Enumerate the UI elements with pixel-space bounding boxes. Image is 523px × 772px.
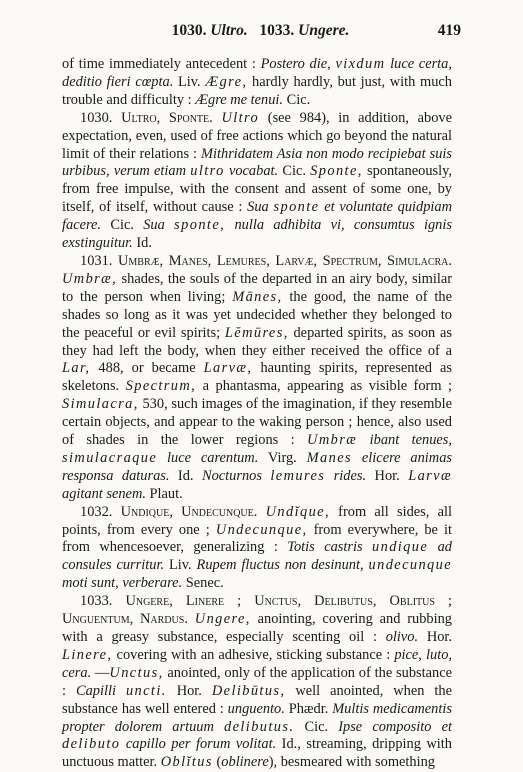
entry-1032: 1032. Undique, Undecunque. Undĭque, from all sides, all points, from every one ; Undecunque, from everywhere, be it from whencesoever, generalizing : Totis castris undique ad consules curritur. Liv. Rupem fluctus non desinunt, undecunque moti sunt, verberare. Senec.: [62, 503, 453, 592]
page-number: 419: [437, 22, 461, 39]
entry-heading: Umbræ, Manes, Lemures, Larvæ, Spectrum, Simulacra.: [118, 252, 452, 269]
entry-heading: Ungere, Linere ; Unctus, Delibutus, Oblitus ; Unguentum, Nardus.: [62, 593, 452, 628]
running-header: [60, 22, 461, 46]
entry-heading: Undique, Undecunque.: [120, 503, 258, 520]
entry-1030: 1030. Ultro, Sponte. Ultro (see 984), in addition, above expectation, even, used of free actions which go beyond the natural limit of their relations : Mithridatem Asia non modo recipiebat suis urbibus, verum etiam ultro vocabat. Cic. Sponte, spontaneously, from free impulse, with the consent and assent of some one, by itself, of itself, without cause : Sua sponte et voluntate quidpiam facere. Cic. Sua sponte, nulla adhibita vi, consumtus ignis exstinguitur. Id.: [62, 109, 452, 252]
header-title: 1030. Ultro. 1033. Ungere.: [171, 22, 350, 39]
page-body: [62, 56, 452, 772]
paragraph-continuation: of time immediately antecedent : Postero die, vixdum luce certa, deditio fieri cœpta. Liv. Ægre, hardly hardly, but just, with much trouble and difficulty : Ægre me tenui. Cic.: [62, 56, 452, 108]
entry-1031: 1031. Umbræ, Manes, Lemures, Larvæ, Spectrum, Simulacra. Umbræ, shades, the souls of the departed in an airy body, similar to the person when living; Mānes, the good, the name of the shades so long as it was yet undecided whether they belonged to the peaceful or evil spirits; Lĕmūres, departed spirits, as soon as they had left the body, when they either received the office of a Lar, 488, or became Larvæ, haunting spirits, represented as skeletons. Spectrum, a phantasma, appearing as visible form ; Simulacra, 530, such images of the imagination, if they resemble certain objects, and appear to the waking person ; hence, also used of shades in the lower regions : Umbræ ibant tenues, simulacraque luce carentum. Virg. Manes elicere animas responsa daturas. Id. Nocturnos lemures rides. Hor. Larvæ agitant senem. Plaut.: [62, 252, 453, 502]
entry-heading: Ultro, Sponte.: [121, 109, 213, 126]
entry-1033: 1033. Ungere, Linere ; Unctus, Delibutus, Oblitus ; Unguentum, Nardus. Ungere, anointing, covering and rubbing with a greasy substance, especially scenting oil : olivo. Hor. Linere, covering with an adhesive, sticking substance : pice, luto, cera. —Unctus, anointed, only of the application of the substance : Capilli uncti. Hor. Delibūtus, well anointed, when the substance has well entered : unguento. Phædr. Multis medicamentis propter dolorem artuum delibutus. Cic. Ipse composito et delibuto capillo per forum volitat. Id., streaming, dripping with unctuous matter. Oblĭtus (oblinere), besmeared with something: [62, 593, 453, 771]
